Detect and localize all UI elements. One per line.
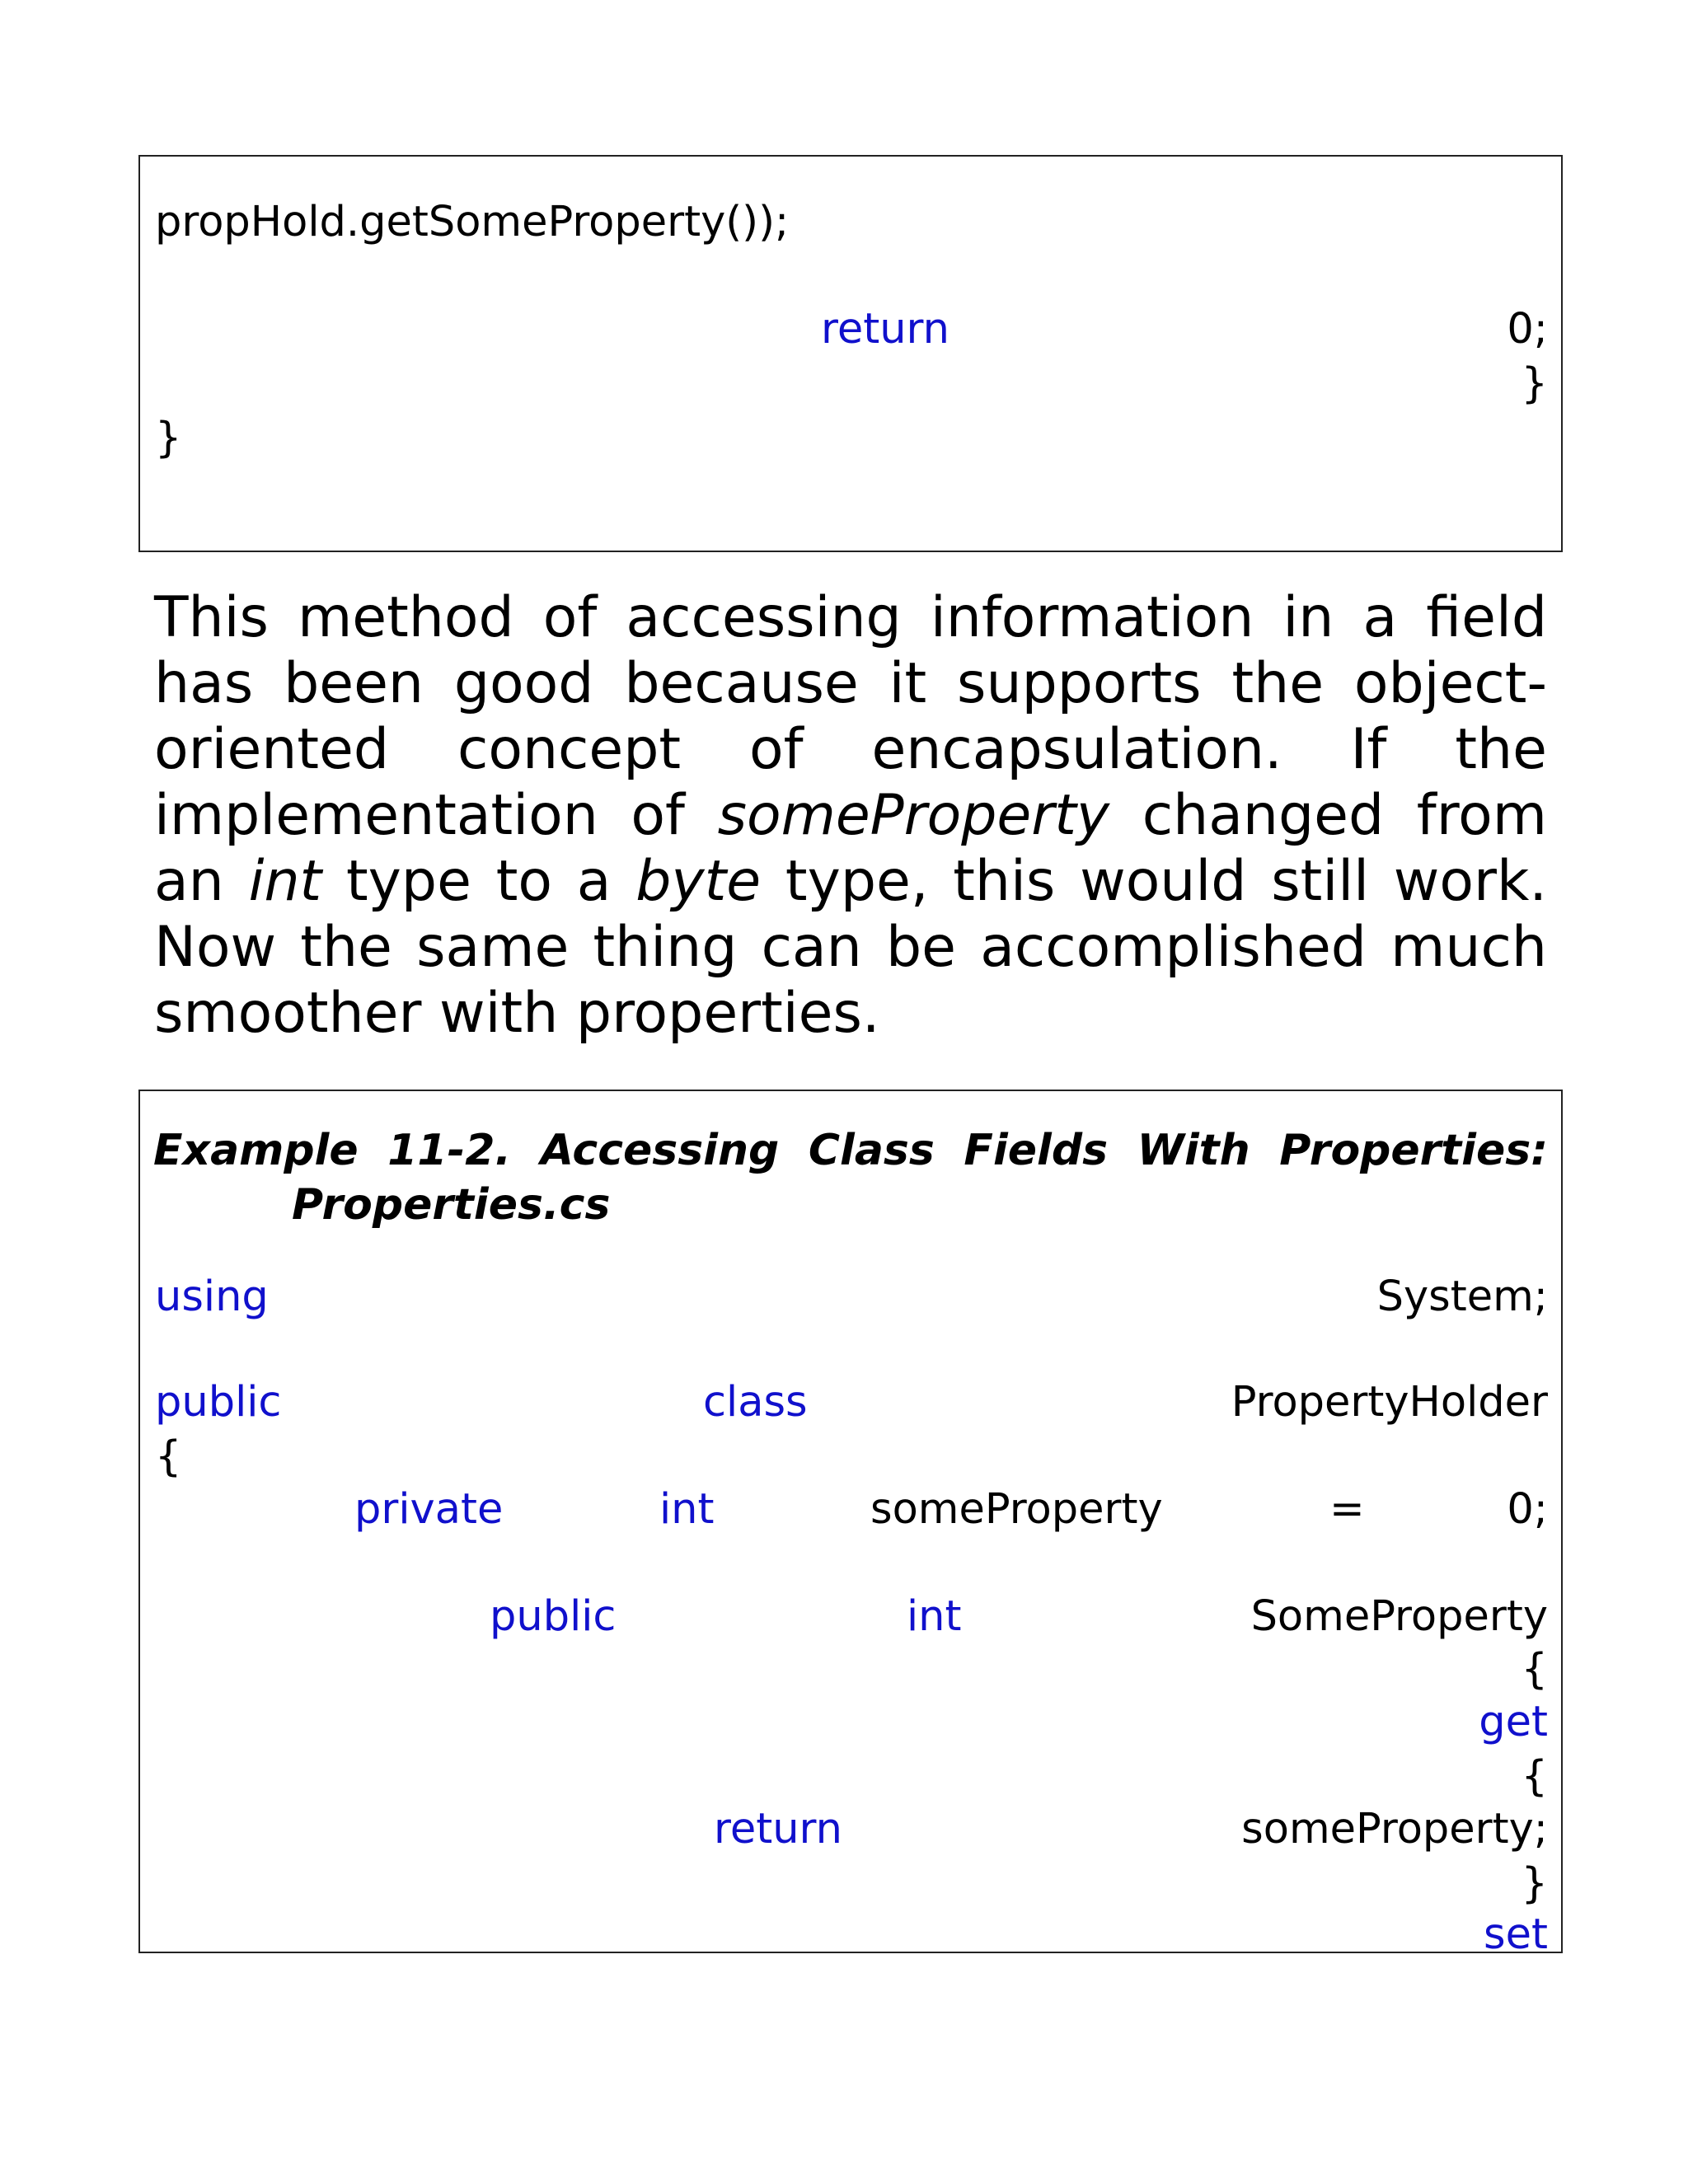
keyword-public-2: public bbox=[490, 1592, 617, 1641]
term-byte: byte bbox=[635, 849, 762, 914]
keyword-return: return bbox=[821, 305, 950, 354]
code-field-value: 0; bbox=[1507, 1485, 1548, 1534]
code-close-brace: } bbox=[1521, 1859, 1548, 1908]
code-open-brace-2: { bbox=[1521, 1645, 1548, 1694]
keyword-get: get bbox=[1479, 1698, 1548, 1746]
code-class-name: PropertyHolder bbox=[1231, 1378, 1548, 1427]
code-brace-inner: } bbox=[1521, 359, 1548, 408]
code-block-example bbox=[138, 1090, 1563, 1959]
paragraph-text-1: This method of accessing information in a field has been good because it supports the object-oriented concept of encapsulation. If the implementation of bbox=[154, 585, 1547, 848]
keyword-private: private bbox=[354, 1485, 504, 1534]
keyword-class: class bbox=[703, 1378, 808, 1427]
term-int: int bbox=[248, 849, 322, 914]
example-caption: Example 11-2. Accessing Class Fields With Properties: bbox=[153, 1126, 1548, 1175]
code-property-name: SomeProperty bbox=[1250, 1592, 1548, 1641]
keyword-set: set bbox=[1484, 1910, 1548, 1959]
keyword-public: public bbox=[155, 1378, 282, 1427]
code-field-name: someProperty bbox=[870, 1485, 1163, 1534]
term-someproperty: someProperty bbox=[717, 783, 1110, 848]
paragraph-text-4: type, this would still work. Now the same thing can be accomplished much smoother with properties. bbox=[154, 849, 1547, 1046]
keyword-int: int bbox=[659, 1485, 715, 1534]
code-brace-outer: } bbox=[155, 414, 182, 462]
keyword-using: using bbox=[155, 1272, 269, 1321]
paragraph-text-2: changed from an bbox=[154, 783, 1547, 914]
code-using-namespace: System; bbox=[1376, 1272, 1548, 1321]
example-caption-filename: Properties.cs bbox=[292, 1180, 611, 1230]
code-equals: = bbox=[1329, 1485, 1365, 1534]
paragraph-text-3: type to a bbox=[321, 849, 636, 914]
code-line-prophold: propHold.getSomeProperty()); bbox=[155, 198, 790, 246]
code-block-top bbox=[138, 155, 1563, 552]
code-open-brace-3: { bbox=[1521, 1752, 1548, 1801]
body-paragraph bbox=[154, 585, 1547, 1047]
keyword-return-2: return bbox=[714, 1805, 842, 1854]
code-open-brace: { bbox=[155, 1432, 182, 1481]
code-return-value: 0; bbox=[1507, 305, 1548, 354]
code-return-field: someProperty; bbox=[1241, 1805, 1548, 1854]
keyword-int-2: int bbox=[907, 1592, 962, 1641]
